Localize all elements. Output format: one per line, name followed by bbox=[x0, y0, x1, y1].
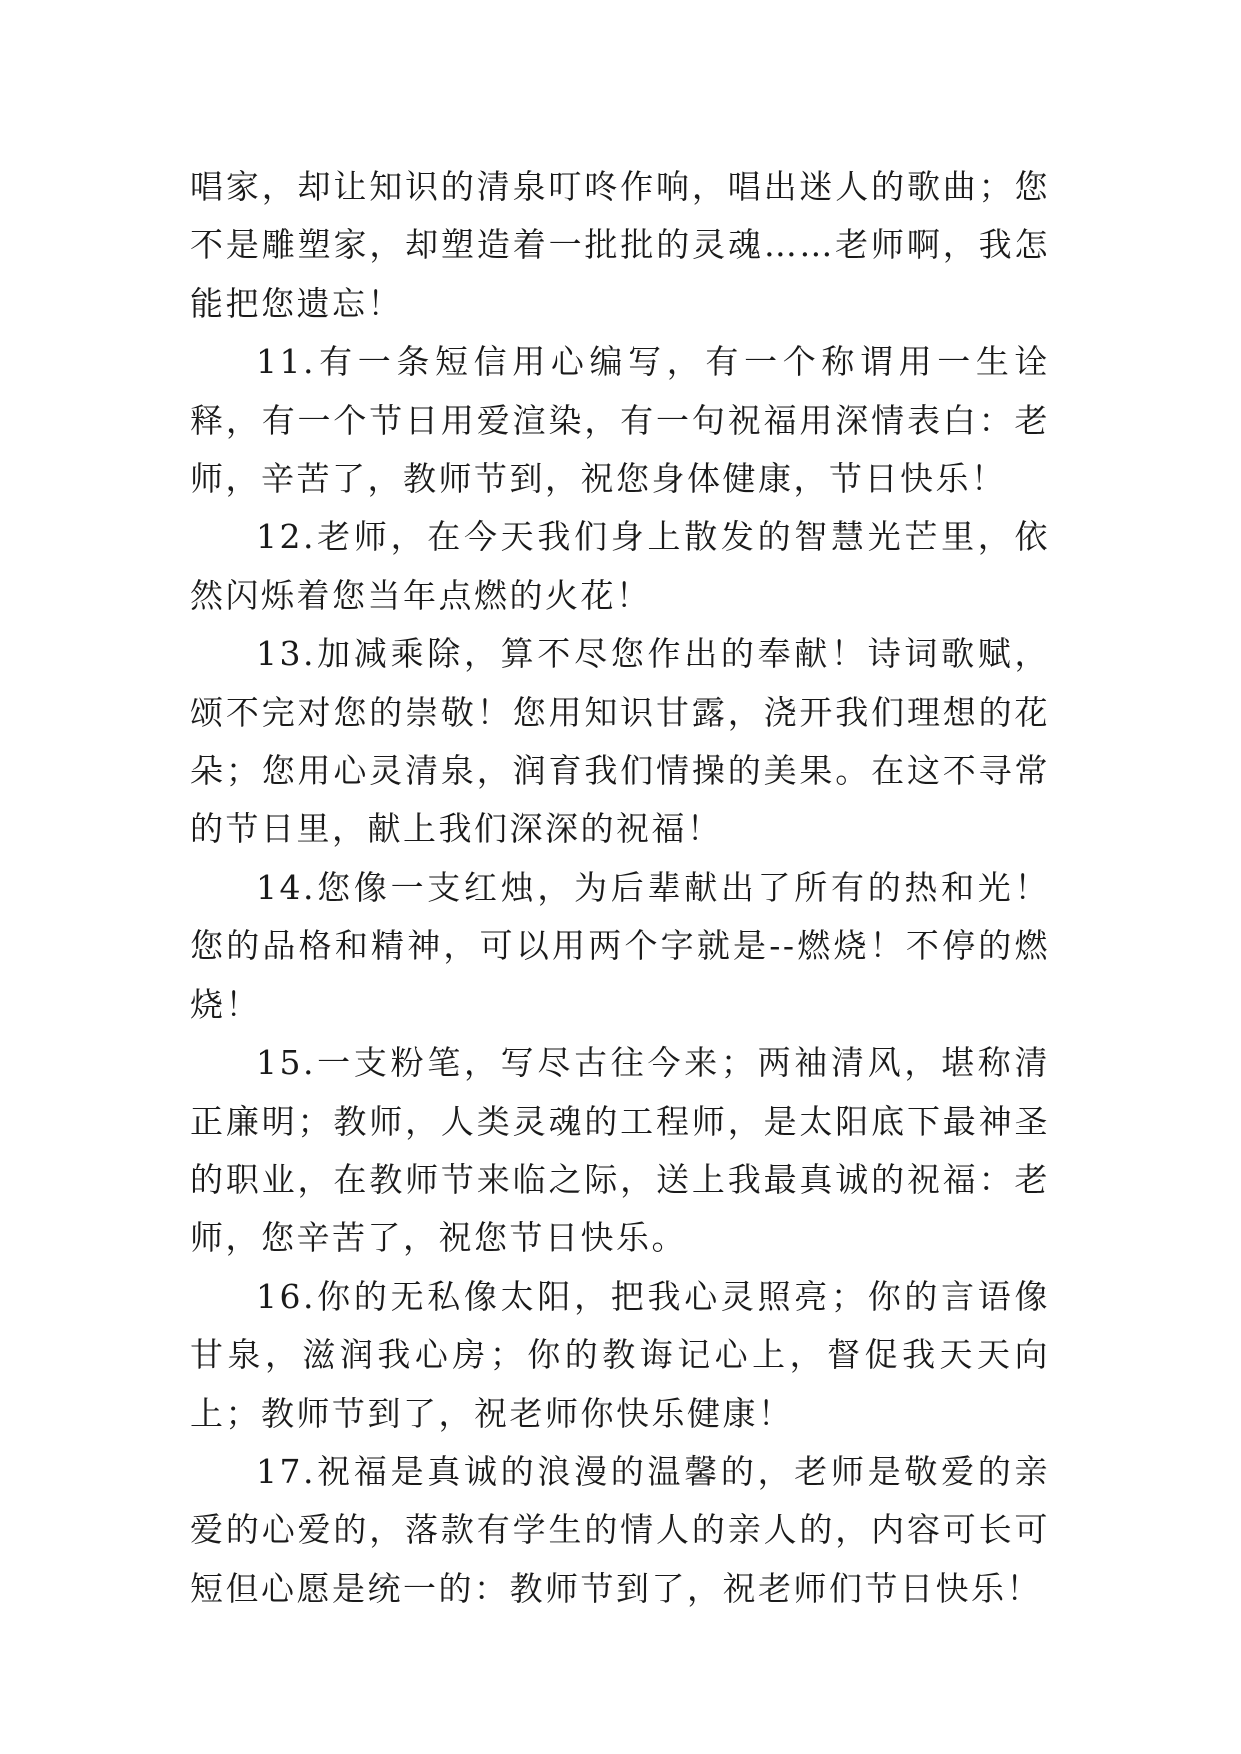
paragraph-item-13: 13.加减乘除，算不尽您作出的奉献！诗词歌赋，颂不完对您的崇敬！您用知识甘露，浇开我们理想的花朵；您用心灵清泉，润育我们情操的美果。在这不寻常的节日里，献上我们深深的祝福！ bbox=[190, 634, 1050, 849]
paragraph-item-16: 16.你的无私像太阳，把我心灵照亮；你的言语像甘泉，滋润我心房；你的教诲记心上，督促我天天向上；教师节到了，祝老师你快乐健康！ bbox=[190, 1276, 1050, 1433]
paragraph-item-12: 12.老师，在今天我们身上散发的智慧光芒里，依然闪烁着您当年点燃的火花！ bbox=[190, 517, 1050, 615]
paragraph-item-11: 11.有一条短信用心编写，有一个称谓用一生诠释，有一个节日用爱渲染，有一句祝福用深情表白：老师，辛苦了，教师节到，祝您身体健康，节日快乐！ bbox=[190, 342, 1050, 499]
paragraph-item-17: 17.祝福是真诚的浪漫的温馨的，老师是敬爱的亲爱的心爱的，落款有学生的情人的亲人的，内容可长可短但心愿是统一的：教师节到了，祝老师们节日快乐！ bbox=[190, 1451, 1050, 1608]
paragraph-continuation: 唱家，却让知识的清泉叮咚作响，唱出迷人的歌曲；您不是雕塑家，却塑造着一批批的灵魂……老师啊，我怎能把您遗忘！ bbox=[190, 167, 1050, 323]
document-body bbox=[190, 158, 1050, 1618]
paragraph-item-15: 15.一支粉笔，写尽古往今来；两袖清风，堪称清正廉明；教师，人类灵魂的工程师，是太阳底下最神圣的职业，在教师节来临之际，送上我最真诚的祝福：老师，您辛苦了，祝您节日快乐。 bbox=[190, 1043, 1050, 1258]
paragraph-item-14: 14.您像一支红烛，为后辈献出了所有的热和光！您的品格和精神，可以用两个字就是--燃烧！不停的燃烧！ bbox=[190, 867, 1050, 1024]
